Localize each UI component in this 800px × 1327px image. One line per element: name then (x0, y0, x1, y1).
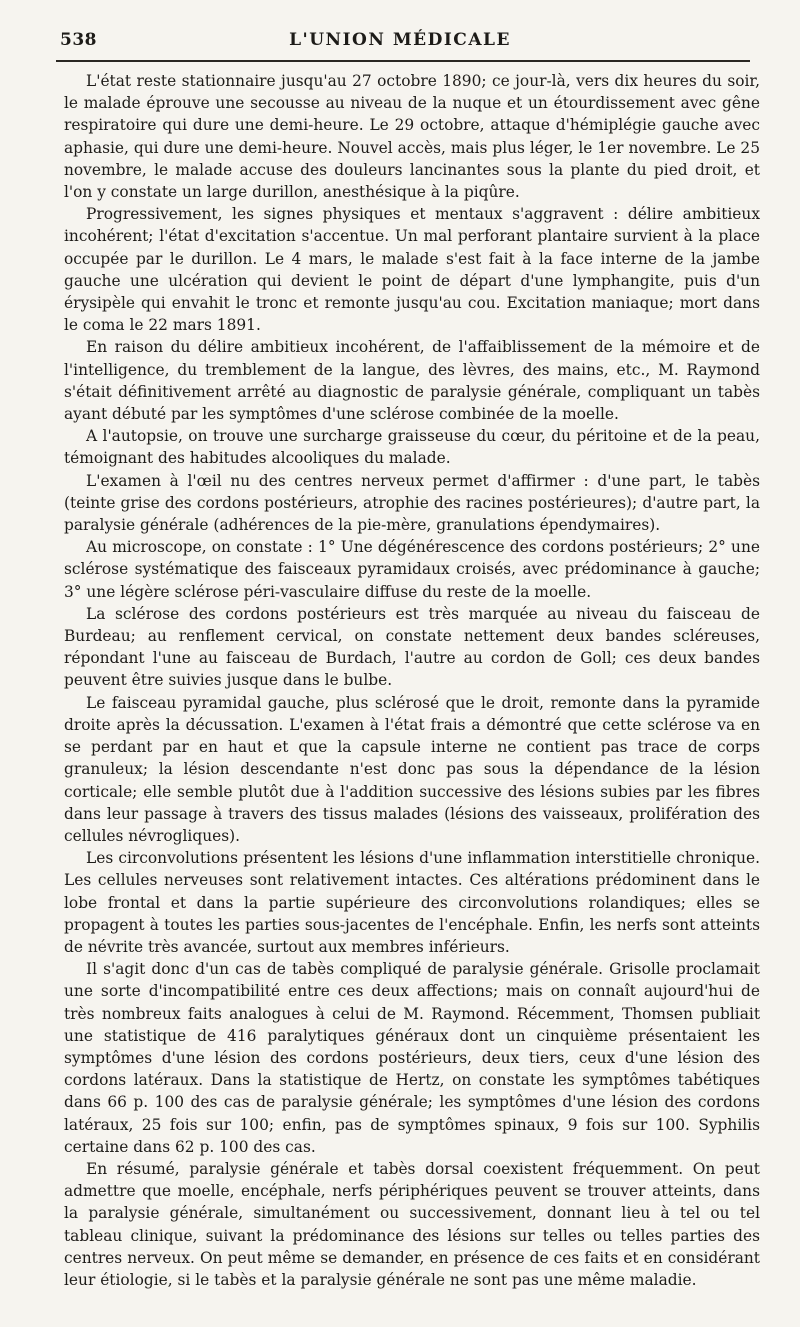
paragraph: L'état reste stationnaire jusqu'au 27 octobre 1890; ce jour-là, vers dix heures du soir, le malade éprouve une secousse au niveau de la nuque et un étourdissement avec gêne respiratoire qui dure une demi-heure. Le 29 octobre, attaque d'hémiplégie gauche avec aphasie, qui dure une demi-heure. Nouvel accès, mais plus léger, le 1er novembre. Le 25 novembre, le malade accuse des douleurs lancinantes sous la plante du pied droit, et l'on y constate un large durillon, anesthésique à la piqûre. (64, 72, 760, 202)
running-title: L'UNION MÉDICALE (289, 30, 511, 50)
paragraph: Progressivement, les signes physiques et mentaux s'aggravent : délire ambitieux incohérent; l'état d'excitation s'accentue. Un mal perforant plantaire survient à la place occupée par le durillon. Le 4 mars, le malade s'est fait à la face interne de la jambe gauche une ulcération qui devient le point de départ d'une lymphangite, puis d'un érysipèle qui envahit le tronc et remonte jusqu'au cou. Excitation maniaque; mort dans le coma le 22 mars 1891. (64, 205, 760, 335)
paragraph: En raison du délire ambitieux incohérent, de l'affaiblissement de la mémoire et de l'intelligence, du tremblement de la langue, des lèvres, des mains, etc., M. Raymond s'était définitivement arrêté au diagnostic de paralysie générale, compliquant un tabès ayant débuté par les symptômes d'une sclérose combinée de la moelle. (64, 338, 760, 424)
article-body (64, 70, 760, 1291)
paragraph: En résumé, paralysie générale et tabès dorsal coexistent fréquemment. On peut admettre que moelle, encéphale, nerfs périphériques peuvent se trouver atteints, dans la paralysie générale, simultanément ou successivement, donnant lieu à tel ou tel tableau clinique, suivant la prédominance des lésions sur telles ou telles parties des centres nerveux. On peut même se demander, en présence de ces faits et en considérant leur étiologie, si le tabès et la paralysie générale ne sont pas une même maladie. (64, 1159, 760, 1289)
paragraph: Il s'agit donc d'un cas de tabès compliqué de paralysie générale. Grisolle proclamait une sorte d'incompatibilité entre ces deux affections; mais on connaît aujourd'hui de très nombreux faits analogues à celui de M. Raymond. Récemment, Thomsen publiait une statistique de 416 paralytiques généraux dont un cinquième présentaient les symptômes d'une lésion des cordons postérieurs, deux tiers, ceux d'une lésion des cordons latéraux. Dans la statistique de Hertz, on constate les symptômes tabétiques dans 66 p. 100 des cas de paralysie générale; les symptômes d'une lésion des cordons latéraux, 25 fois sur 100; enfin, pas de symptômes spinaux, 9 fois sur 100. Syphilis certaine dans 62 p. 100 des cas. (64, 960, 760, 1156)
paragraph: A l'autopsie, on trouve une surcharge graisseuse du cœur, du péritoine et de la peau, témoignant des habitudes alcooliques du malade. (64, 427, 760, 468)
paragraph: Les circonvolutions présentent les lésions d'une inflammation interstitielle chronique. Les cellules nerveuses sont relativement intactes. Ces altérations prédominent dans le lobe frontal et dans la partie supérieure des circonvolutions rolandiques; elles se propagent à toutes les parties sous-jacentes de l'encéphale. Enfin, les nerfs sont atteints de névrite très avancée, surtout aux membres inférieurs. (64, 849, 760, 956)
header-rule (56, 60, 750, 62)
paragraph: Au microscope, on constate : 1° Une dégénérescence des cordons postérieurs; 2° une sclérose systématique des faisceaux pyramidaux croisés, avec prédominance à gauche; 3° une légère sclérose péri-vasculaire diffuse du reste de la moelle. (64, 538, 760, 601)
paragraph: Le faisceau pyramidal gauche, plus sclérosé que le droit, remonte dans la pyramide droite après la décussation. L'examen à l'état frais a démontré que cette sclérose va en se perdant par en haut et que la capsule interne ne contient pas trace de corps granuleux; la lésion descendante n'est donc pas sous la dépendance de la lésion corticale; elle semble plutôt due à l'addition successive des lésions subies par les fibres dans leur passage à travers des tissus malades (lésions des vaisseaux, prolifération des cellules névrogliques). (64, 693, 760, 845)
paragraph: L'examen à l'œil nu des centres nerveux permet d'affirmer : d'une part, le tabès (teinte grise des cordons postérieurs, atrophie des racines postérieures); d'autre part, la paralysie générale (adhérences de la pie-mère, granulations épendymaires). (64, 471, 760, 535)
paragraph: La sclérose des cordons postérieurs est très marquée au niveau du faisceau de Burdeau; au renflement cervical, on constate nettement deux bandes scléreuses, répondant l'une au faisceau de Burdach, l'autre au cordon de Goll; ces deux bandes peuvent être suivies jusque dans le bulbe. (64, 604, 760, 690)
page-header (48, 26, 752, 56)
page-number: 538 (60, 30, 97, 50)
